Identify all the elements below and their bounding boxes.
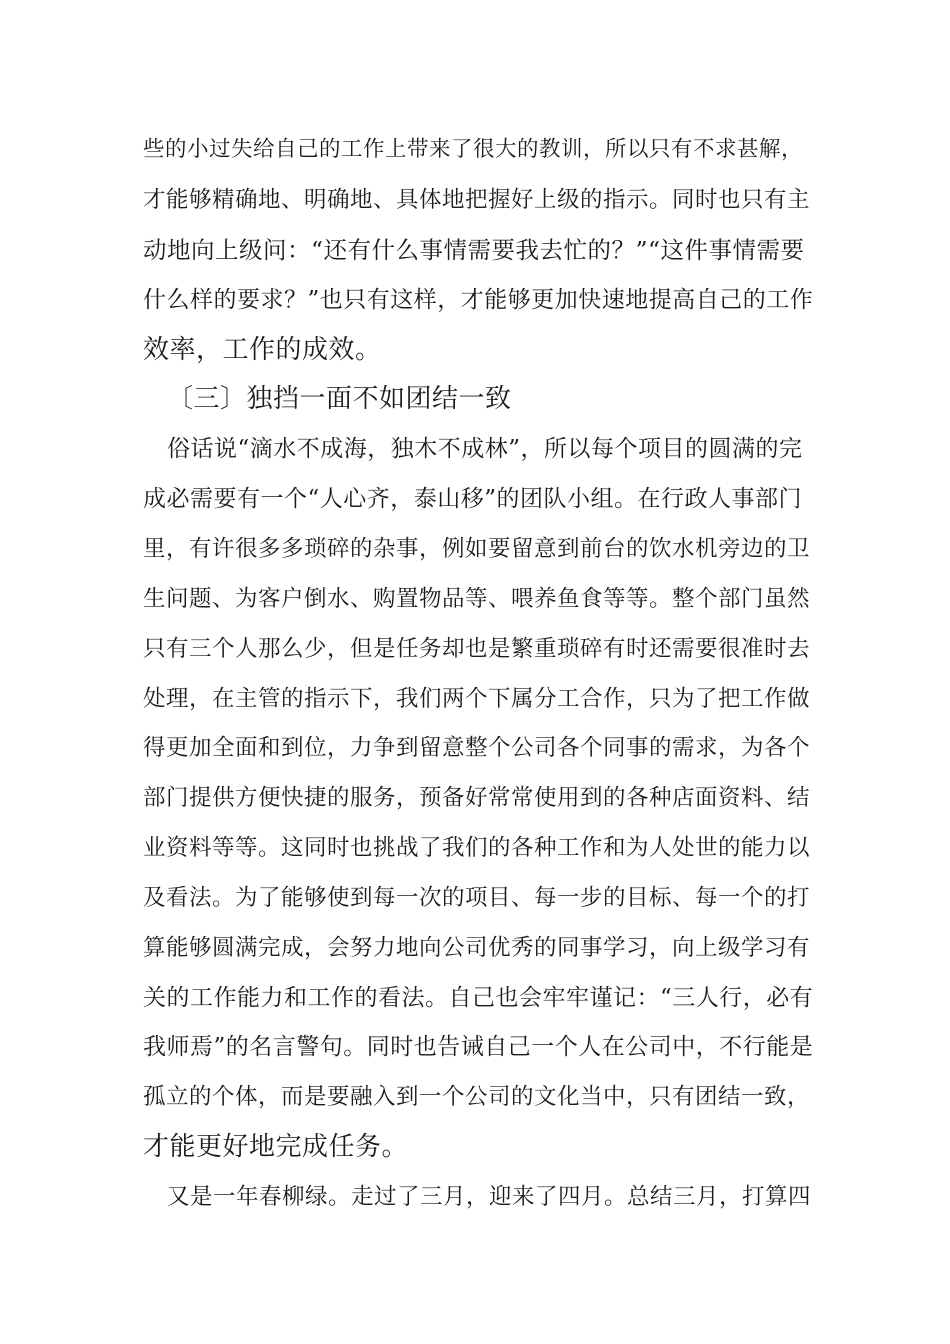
text-line: 得更加全面和到位，力争到留意整个公司各个同事的需求，为各个 bbox=[143, 735, 811, 761]
text-line: 业资料等等。这同时也挑战了我们的各种工作和为人处世的能力以 bbox=[143, 835, 811, 861]
text-line: 里，有许很多多琐碎的杂事，例如要留意到前台的饮水机旁边的卫 bbox=[143, 536, 811, 562]
text-line: 生问题、为客户倒水、购置物品等、喂养鱼食等等。整个部门虽然 bbox=[143, 586, 811, 612]
text-line: 部门提供方便快捷的服务，预备好常常使用到的各种店面资料、结 bbox=[143, 785, 811, 811]
text-line: 只有三个人那么少，但是任务却也是繁重琐碎有时还需要很准时去 bbox=[143, 636, 811, 662]
text-line: 什么样的要求？”也只有这样，才能够更加快速地提高自己的工作 bbox=[143, 287, 814, 313]
text-line: 成必需要有一个“人心齐，泰山移”的团队小组。在行政人事部门 bbox=[143, 486, 803, 512]
text-line: 效率，工作的成效。 bbox=[143, 335, 382, 365]
text-line: 处理，在主管的指示下，我们两个下属分工合作，只为了把工作做 bbox=[143, 686, 811, 712]
text-line: 些的小过失给自己的工作上带来了很大的教训，所以只有不求甚解， bbox=[143, 137, 804, 162]
text-line: 关的工作能力和工作的看法。自己也会牢牢谨记：“三人行，必有 bbox=[143, 985, 814, 1011]
text-line: 才能够精确地、明确地、具体地把握好上级的指示。同时也只有主 bbox=[143, 187, 811, 213]
text-line: 算能够圆满完成，会努力地向公司优秀的同事学习，向上级学习有 bbox=[143, 935, 811, 961]
text-line: 动地向上级问：“还有什么事情需要我去忙的？”“这件事情需要 bbox=[143, 236, 805, 264]
text-line: 我师焉”的名言警句。同时也告诫自己一个人在公司中，不行能是 bbox=[143, 1034, 814, 1060]
text-line: 才能更好地完成任务。 bbox=[143, 1132, 409, 1162]
text-line: 又是一年春柳绿。走过了三月，迎来了四月。总结三月，打算四 bbox=[167, 1184, 812, 1210]
text-line: 孤立的个体，而是要融入到一个公司的文化当中，只有团结一致， bbox=[143, 1084, 811, 1110]
section-heading: 〔三〕独挡一面不如团结一致 bbox=[167, 384, 512, 414]
text-line: 俗话说“滴水不成海，独木不成林”，所以每个项目的圆满的完 bbox=[167, 436, 803, 462]
text-line: 及看法。为了能够使到每一次的项目、每一步的目标、每一个的打 bbox=[143, 885, 811, 911]
